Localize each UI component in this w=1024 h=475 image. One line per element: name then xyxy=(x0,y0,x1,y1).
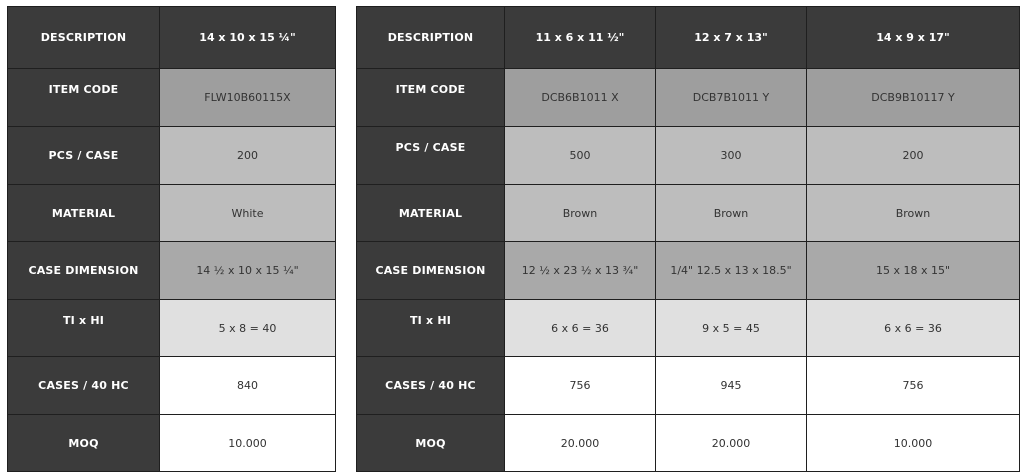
cell-case-dimension: 1/4" 12.5 x 13 x 18.5" xyxy=(656,242,807,300)
cell-material: White xyxy=(160,185,336,242)
cell-material: Brown xyxy=(807,185,1020,242)
row-label-moq: MOQ xyxy=(8,415,160,472)
cell-cases-40hc: 756 xyxy=(807,357,1020,415)
cell-pcs-case: 200 xyxy=(807,127,1020,185)
spec-table-left xyxy=(7,6,336,472)
cell-ti-hi: 9 x 5 = 45 xyxy=(656,300,807,357)
row-label-case-dimension: CASE DIMENSION xyxy=(357,242,505,300)
row-label-description: DESCRIPTION xyxy=(357,7,505,69)
cell-description: 14 x 10 x 15 ¼" xyxy=(160,7,336,69)
cell-case-dimension: 12 ½ x 23 ½ x 13 ¾" xyxy=(505,242,656,300)
cell-description: 12 x 7 x 13" xyxy=(656,7,807,69)
cell-case-dimension: 15 x 18 x 15" xyxy=(807,242,1020,300)
cell-pcs-case: 200 xyxy=(160,127,336,185)
cell-moq: 10.000 xyxy=(160,415,336,472)
cell-cases-40hc: 756 xyxy=(505,357,656,415)
cell-moq: 10.000 xyxy=(807,415,1020,472)
cell-item-code: DCB9B10117 Y xyxy=(807,69,1020,127)
cell-cases-40hc: 840 xyxy=(160,357,336,415)
cell-case-dimension: 14 ½ x 10 x 15 ¼" xyxy=(160,242,336,300)
cell-pcs-case: 500 xyxy=(505,127,656,185)
row-label-moq: MOQ xyxy=(357,415,505,472)
row-label-cases-40hc: CASES / 40 HC xyxy=(8,357,160,415)
row-label-description: DESCRIPTION xyxy=(8,7,160,69)
spec-table-right xyxy=(356,6,1020,472)
cell-material: Brown xyxy=(505,185,656,242)
row-label-case-dimension: CASE DIMENSION xyxy=(8,242,160,300)
row-label-ti-hi: TI x HI xyxy=(357,300,505,357)
cell-moq: 20.000 xyxy=(505,415,656,472)
cell-description: 11 x 6 x 11 ½" xyxy=(505,7,656,69)
row-label-item-code: ITEM CODE xyxy=(8,69,160,127)
cell-item-code: DCB7B1011 Y xyxy=(656,69,807,127)
cell-pcs-case: 300 xyxy=(656,127,807,185)
row-label-cases-40hc: CASES / 40 HC xyxy=(357,357,505,415)
cell-description: 14 x 9 x 17" xyxy=(807,7,1020,69)
row-label-material: MATERIAL xyxy=(8,185,160,242)
cell-ti-hi: 6 x 6 = 36 xyxy=(505,300,656,357)
cell-item-code: DCB6B1011 X xyxy=(505,69,656,127)
cell-ti-hi: 5 x 8 = 40 xyxy=(160,300,336,357)
row-label-ti-hi: TI x HI xyxy=(8,300,160,357)
cell-item-code: FLW10B60115X xyxy=(160,69,336,127)
row-label-material: MATERIAL xyxy=(357,185,505,242)
row-label-pcs-case: PCS / CASE xyxy=(357,127,505,185)
cell-material: Brown xyxy=(656,185,807,242)
row-label-item-code: ITEM CODE xyxy=(357,69,505,127)
row-label-pcs-case: PCS / CASE xyxy=(8,127,160,185)
cell-moq: 20.000 xyxy=(656,415,807,472)
cell-cases-40hc: 945 xyxy=(656,357,807,415)
cell-ti-hi: 6 x 6 = 36 xyxy=(807,300,1020,357)
